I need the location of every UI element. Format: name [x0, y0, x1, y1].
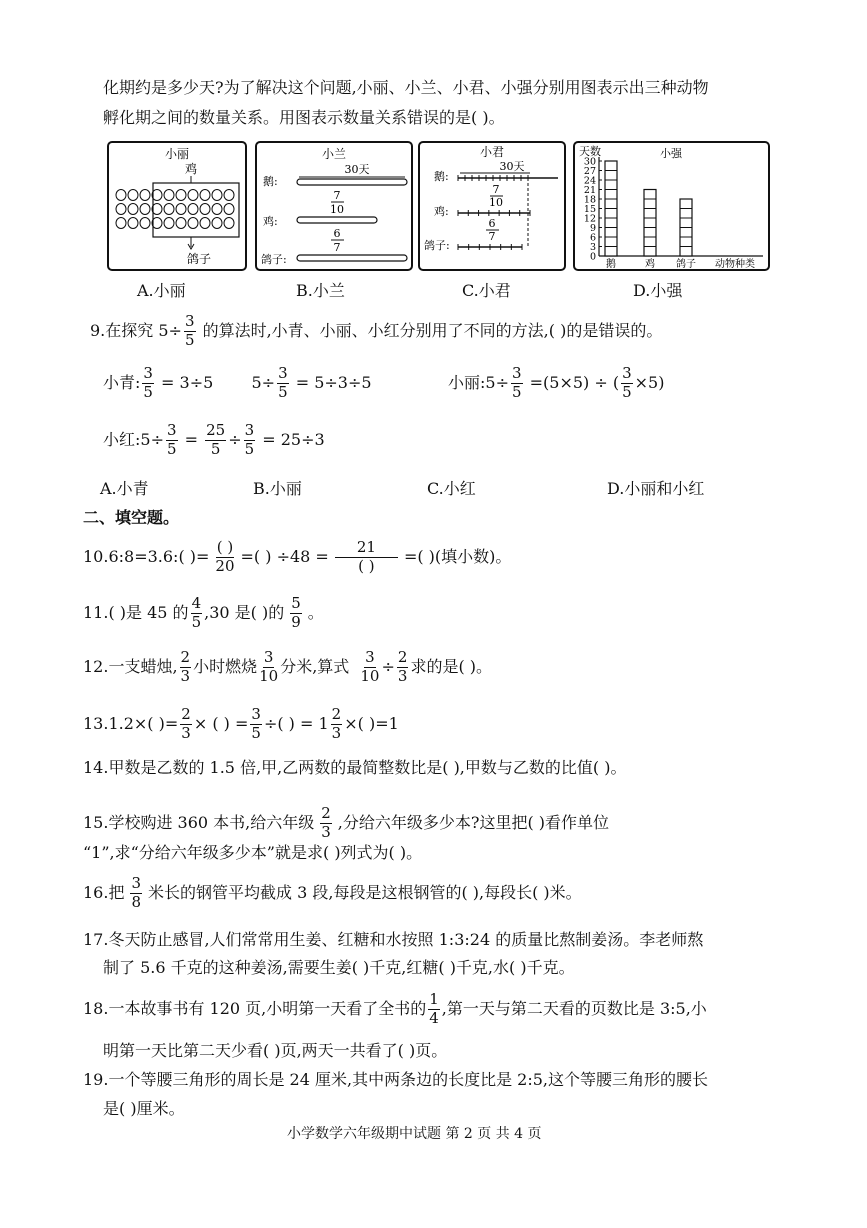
fig-a-bottom: 鸽子 — [186, 252, 212, 266]
section-title-fill-blanks: 二、填空题。 — [83, 508, 180, 527]
q8-line2: 孵化期之间的数量关系。用图表示数量关系错误的是( )。 — [103, 108, 505, 127]
eggs-group — [116, 190, 234, 229]
fig-b-f1d: 10 — [330, 203, 344, 216]
egg-mark — [176, 204, 186, 215]
egg-mark — [188, 218, 198, 229]
fig-b-days: 30天 — [344, 163, 370, 176]
figure-xiaoli — [107, 141, 247, 271]
y-tick-label: 6 — [589, 232, 596, 244]
y-tick-label: 27 — [583, 166, 596, 177]
egg-mark — [128, 218, 138, 229]
egg-mark — [224, 190, 234, 201]
egg-mark — [164, 190, 174, 201]
fig-c-r1: 鹅: — [434, 170, 449, 183]
y-tick-label: 3 — [589, 242, 596, 253]
q9-xiaohong: 小红:5÷ $\frac{3}{5}$ = $\frac{25}{5}$ ÷ $\frac{3}{5}$ = 25÷3 — [103, 421, 325, 458]
q15-line1: 15.学校购进 360 本书,给六年级 $\frac{2}{3}$ ,分给六年级多少本?这里把( )看作单位 — [83, 804, 610, 841]
fig-b-r3: 鸽子: — [261, 253, 287, 266]
fig-c-f2n: 6 — [488, 217, 496, 230]
q9-xiaoqing: 小青: $\frac{3}{5}$ = 3÷5 5÷ $\frac{3}{5}$ = 5÷3÷5 — [103, 364, 372, 401]
q9-option-b: B.小丽 — [253, 479, 302, 498]
fig-c-f1d: 10 — [489, 196, 503, 209]
y-tick-label: 0 — [589, 251, 596, 263]
fig-a-top: 鸡 — [184, 162, 198, 176]
chart-xlabel: 动物种类 — [715, 259, 755, 269]
q18-line1: 18.一本故事书有 120 页,小明第一天看了全书的 $\frac{1}{4}$ ,第一天与第二天看的页数比是 3:5,小 — [83, 990, 707, 1027]
fig-b-f2n: 6 — [333, 227, 341, 240]
figure-xiaojun — [418, 141, 566, 271]
egg-mark — [128, 204, 138, 215]
bar-鸡 — [644, 190, 656, 257]
figure-xiaoqiang-chart — [573, 141, 770, 271]
q12: 12.一支蜡烛, $\frac{2}{3}$ 小时燃烧 $\frac{3}{10}$ 分米,算式 $\frac{3}{10}$ ÷ $\frac{2}{3}$ 求的是( )。 — [83, 648, 493, 685]
chart-title: 小强 — [660, 147, 682, 160]
q14: 14.甲数是乙数的 1.5 倍,甲,乙两数的最简整数比是( ),甲数与乙数的比值( )。 — [83, 758, 627, 777]
q9-stem: 9.在探究 5÷ $\frac{3}{5}$ 的算法时,小青、小丽、小红分别用了不同的方法,( )的是错误的。 — [90, 312, 663, 349]
egg-mark — [176, 190, 186, 201]
y-tick-label: 18 — [583, 194, 596, 206]
fig-b-f2d: 7 — [333, 241, 341, 254]
y-tick-label: 15 — [583, 204, 596, 215]
q10: 10.6:8=3.6:( )= $\frac{( )}{20}$ =( ) ÷48 = $\frac{21}{( )}$ =( )(填小数)。 — [83, 538, 512, 575]
q17-line2: 制了 5.6 千克的这种姜汤,需要生姜( )千克,红糖( )千克,水( )千克。 — [103, 958, 575, 977]
egg-mark — [212, 190, 222, 201]
q19-line2: 是( )厘米。 — [103, 1099, 185, 1118]
q8-line1: 化期约是多少天?为了解决这个问题,小丽、小兰、小君、小强分别用图表示出三种动物 — [103, 78, 709, 97]
y-tick-label: 9 — [589, 223, 596, 234]
egg-mark — [224, 218, 234, 229]
page-footer: 小学数学六年级期中试题 第 2 页 共 4 页 — [287, 1126, 542, 1142]
egg-mark — [116, 218, 126, 229]
x-category-label: 鹅 — [606, 259, 616, 269]
egg-mark — [212, 204, 222, 215]
egg-mark — [164, 204, 174, 215]
q15-line2: “1”,求“分给六年级多少本”就是求( )列式为( )。 — [83, 843, 423, 862]
egg-mark — [200, 190, 210, 201]
egg-mark — [140, 204, 150, 215]
egg-mark — [200, 218, 210, 229]
bars — [605, 161, 692, 256]
fig-a-title: 小丽 — [164, 147, 190, 161]
fig-c-title: 小君 — [479, 145, 505, 159]
figure-xiaolan — [255, 141, 413, 271]
q18-line2: 明第一天比第二天少看( )页,两天一共看了( )页。 — [103, 1041, 448, 1060]
q17-line1: 17.冬天防止感冒,人们常常用生姜、红糖和水按照 1:3:24 的质量比熬制姜汤。李老师熬 — [83, 930, 704, 949]
q9-option-a: A.小青 — [100, 479, 149, 498]
fig-b-r1: 鹅: — [263, 175, 278, 188]
fig-c-f1n: 7 — [492, 183, 500, 196]
fig-c-r3: 鸽子: — [424, 239, 450, 252]
fig-b-f1n: 7 — [333, 189, 341, 202]
x-category-label: 鸽子 — [676, 259, 696, 269]
fig-b-r2: 鸡: — [263, 215, 278, 228]
egg-mark — [140, 190, 150, 201]
y-tick-label: 30 — [583, 156, 596, 168]
egg-mark — [176, 218, 186, 229]
chart-ylabel: 天数 — [579, 145, 601, 158]
q19-line1: 19.一个等腰三角形的周长是 24 厘米,其中两条边的长度比是 2:5,这个等腰三角形的腰长 — [83, 1070, 708, 1089]
q13: 13.1.2×( )= $\frac{2}{3}$ × ( ) = $\frac{3}{5}$ ÷( ) = 1 $\frac{2}{3}$ ×( )=1 — [83, 705, 399, 742]
egg-mark — [116, 190, 126, 201]
q8-option-d: D.小强 — [633, 281, 683, 300]
egg-mark — [116, 204, 126, 215]
q9-xiaoli: 小丽:5÷ $\frac{3}{5}$ =(5×5) ÷ ( $\frac{3}{5}$ ×5) — [448, 364, 665, 401]
q11: 11.( )是 45 的 $\frac{4}{5}$ ,30 是( )的 $\frac{5}{9}$ 。 — [83, 594, 324, 631]
egg-mark — [212, 218, 222, 229]
egg-mark — [188, 190, 198, 201]
fig-b-title: 小兰 — [321, 147, 347, 161]
fig-c-f2d: 7 — [488, 230, 496, 243]
egg-mark — [224, 204, 234, 215]
egg-mark — [200, 204, 210, 215]
fig-c-r2: 鸡: — [434, 205, 449, 218]
q8-option-c: C.小君 — [462, 281, 511, 300]
y-tick-label: 12 — [583, 213, 596, 225]
q9-option-d: D.小丽和小红 — [607, 479, 705, 498]
x-axis-labels — [606, 257, 696, 269]
egg-mark — [188, 204, 198, 215]
x-category-label: 鸡 — [645, 259, 655, 269]
egg-mark — [128, 190, 138, 201]
y-tick-label: 21 — [583, 185, 596, 196]
q8-option-b: B.小兰 — [296, 281, 345, 300]
q8-option-a: A.小丽 — [137, 281, 186, 300]
y-tick-label: 24 — [583, 175, 596, 187]
egg-mark — [140, 218, 150, 229]
egg-mark — [164, 218, 174, 229]
fig-c-days: 30天 — [499, 160, 525, 173]
q16: 16.把 $\frac{3}{8}$ 米长的钢管平均截成 3 段,每段是这根钢管的( ),每段长( )米。 — [83, 874, 582, 911]
q9-option-c: C.小红 — [427, 479, 476, 498]
